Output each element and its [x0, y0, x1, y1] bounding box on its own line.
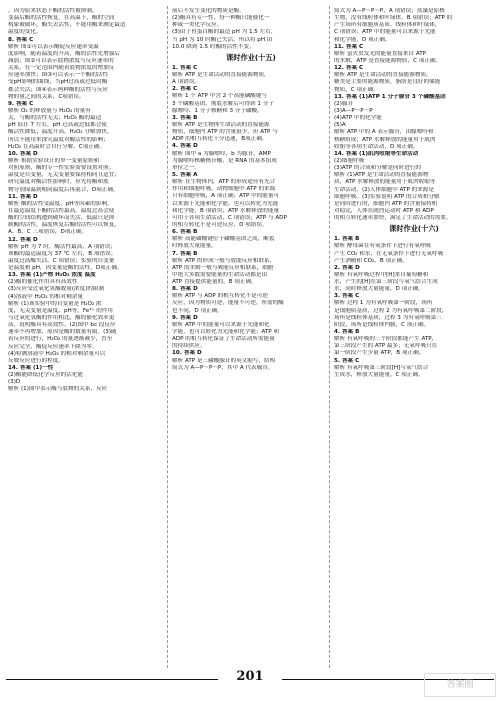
text-line: 13. 答案 (1)产物 H₂O₂ 浓度 温度	[8, 272, 96, 279]
text-line: 物的量之间的关系，C项错误。	[8, 93, 85, 100]
text-line: 解析 萤火虫发光的能量直接来自 ATP	[334, 50, 427, 57]
text-line: 收缩等各项生命活动，D 项正确。	[334, 143, 419, 150]
text-line: 解析 有氧呼吸第三阶段[H]与氧气结合	[334, 364, 429, 371]
text-line: 关，与酶的活性无关；H₂O₂ 酶的最适	[8, 115, 102, 122]
text-line: 12. 答案 C	[334, 65, 364, 72]
text-line: 解析 高能磷酸键位于磷酸基团之间，断裂	[172, 236, 275, 243]
text-line: 也不同，D 项正确。	[172, 307, 223, 314]
text-line: 的相互转化速率加快，满足了生命活动的需要。	[334, 215, 452, 222]
text-line: 第一阶段产生少量 ATP，B 项正确。	[334, 350, 425, 357]
text-line: 1. 答案 C	[172, 64, 198, 71]
text-line: 和化学能，D 项正确。	[334, 36, 391, 43]
text-line: 对稳定，人体在剧烈运动时 ATP 和 ADP	[334, 207, 434, 214]
text-line: 质，ATP 水解释放的能量用于肌肉收缩等	[334, 179, 436, 186]
text-line: 变温后酶的活性恢复。在高温下，酶的空间	[8, 15, 115, 22]
text-line: 应速率加快；图③可以表示一个酶的活性	[8, 72, 109, 79]
text-line: 解析 ATP 中的能量可以来源于光能和化	[172, 321, 270, 328]
text-line: C 项错误；ATP 中的能量可以来源于光能	[334, 29, 436, 36]
text-line: 第三阶段产生的 ATP 最多；无氧呼吸只在	[334, 343, 438, 350]
text-line: 的水解，ATP 是直接能源物质，C 项正确。	[334, 57, 442, 64]
text-line: 细胞呼吸。(3)实验说明 ATP 的合成和分解	[334, 193, 440, 200]
text-line: 解析 有氧呼吸的三个阶段都能产生 ATP，	[334, 336, 438, 343]
text-line: 生命活动。(2)人体细胞中 ATP 的来源是	[334, 186, 434, 193]
text-line: 度，无关变量是温度、pH等，Fe³⁺ 的作用	[8, 307, 113, 314]
text-line: 解析 酵母菌在有氧条件下进行有氧呼吸	[334, 243, 431, 250]
text-line: ，因为原来状态下酶的活性被抑制，	[8, 8, 98, 14]
text-line: 度影响，随着温度的升高，酶的活性先增强后	[8, 50, 120, 57]
text-line: 水，同时释放大量能量，D 项正确。	[334, 286, 424, 293]
text-line: 研究温度对酶活性影响时，应先将酶和底	[8, 179, 109, 186]
text-line: 高，说明酶具有高效性。(2)图中 bc 段反应	[8, 322, 116, 329]
text-line: 解析 ATP 中的 A 表示腺苷，由腺嘌呤和	[334, 129, 434, 136]
page-number: 201	[218, 668, 282, 686]
section-heading: 课时作业(十六)	[389, 224, 439, 234]
text-line: 的持续供应。	[172, 343, 206, 350]
text-line: 解析 ATP 是生物体生命活动的直接能源	[172, 121, 270, 128]
text-line: 产生 CO₂ 和水，在无氧条件下进行无氧呼吸	[334, 250, 444, 257]
text-line: 关系，在一定范围内随着底物浓度的增加反	[8, 65, 115, 72]
text-line: 当 pH 为 10 时酶已失活，所以将 pH 由	[172, 36, 273, 43]
text-line: (3)ATP 的合成和分解是同时进行的	[334, 165, 422, 172]
text-line: 11. 答案 C	[334, 43, 364, 50]
text-line: 的相互转化不是可逆反应，D 项错误。	[172, 221, 268, 228]
text-line: 酶活性降低；温度升高，H₂O₂ 分解加快，	[8, 129, 113, 136]
text-line: 解析 图中 a 为腺嘌呤，b 为腺苷，AMP	[172, 150, 271, 157]
text-line: 8. 答案 D	[172, 286, 198, 293]
text-line: 构象被破坏，酶失去活性，不能用酶来测定最适	[8, 22, 126, 29]
text-line: 为腺嘌呤核糖核苷酸，是 RNA 的基本组成	[172, 157, 277, 164]
text-line: 可用于各项生命活动，C 项错误；ATP 与 ADP	[172, 214, 287, 221]
text-line: 制酶的活性，温度恢复后酶的活性可以恢复，	[8, 222, 120, 229]
text-line: 核糖组成；ATP 水解释放的能量用于肌肉	[334, 136, 436, 143]
text-line: 14. 答案 (1)一性	[8, 365, 54, 372]
text-line: 减弱；图②可以表示底物浓度与反应速率的	[8, 57, 114, 64]
text-line: 解析 图①可以表示酶促反应速率受温	[8, 43, 99, 50]
text-line: 8. 答案 C	[8, 36, 34, 43]
watermark-logo: 答案圈	[424, 673, 496, 697]
text-line: 生成水，释放大量能量，C 项正确。	[334, 371, 424, 378]
text-line: (2)细胞呼吸	[334, 157, 365, 164]
text-line: 生物，没有线粒体和叶绿体，B 项错误；ATP 的	[334, 15, 453, 22]
text-line: 5. 答案 C	[334, 357, 360, 364]
text-line: 以来源于光能和化学能，也可以转化为光能	[172, 200, 279, 207]
text-line: 只有细胞呼吸，A 项正确；ATP 中的能量可	[172, 193, 280, 200]
text-line: ADP 的相互转化十分迅速，B项正确。	[172, 136, 268, 143]
text-line: 解析 ATP 是生命活动的直接能源物质，	[334, 72, 432, 79]
text-line: 阶段，场所是线粒体内膜，C 项正确。	[334, 321, 430, 328]
text-line: (2)酶能降低化学反应的活化能	[8, 372, 84, 379]
text-line: 7. 答案 B	[172, 250, 198, 257]
text-line: 温度是自变量，无关变量要保持相同且适宜；	[8, 172, 120, 179]
text-line: 学能，也可以转化为光能和化学能；ATP 和	[172, 329, 280, 336]
text-line: 3. 答案 B	[172, 114, 198, 121]
text-line: 和化学能，B 项错误；ATP 水解释放的能量	[172, 207, 280, 214]
text-line: 物分别保温到相同温度后再混合，D项正确。	[8, 186, 119, 193]
text-line: 单位之一。	[172, 164, 200, 171]
text-line: (4)溶液中 H₂O₂ 的相对剩余量	[8, 293, 83, 300]
text-line: 简式为 A—P～P～P，A 项错误；蓝藻是原核	[334, 8, 445, 14]
text-line: 与过氧化氢酶的作用相比，酶的催化效率更	[8, 315, 115, 322]
text-line: 解析 (1)该实验中的自变量是 H₂O₂ 浓	[8, 300, 102, 307]
text-line: 2. 答案 D	[334, 264, 360, 271]
text-line: 场所是线粒体基质，过程 3 为有氧呼吸第三	[334, 314, 442, 321]
text-line: 4. 答案 D	[172, 143, 198, 150]
text-line: 4. 答案 B	[334, 329, 360, 336]
text-line: 对照原则，酶的专一性实验需要设置对照；	[8, 165, 115, 172]
text-line: 糖类是主要的能源物质，脂肪是良好的储能	[334, 79, 441, 86]
text-line: (3)反应受过氧化氢酶数量(浓度)的限制	[8, 286, 105, 293]
column-right	[334, 8, 494, 379]
text-line: 解析 ATP 的形成一般与放能反应相联系，	[172, 257, 276, 264]
text-line: 都会失活；图④表示两种酶的活性与反应	[8, 86, 109, 93]
text-line: 解析 ATP 是三磷酸腺苷的英文缩写，结构	[172, 357, 276, 364]
section-heading: 课时作业(十五)	[226, 52, 276, 62]
text-line: 受pH影响的曲线，当pH过高或过低时酶	[8, 79, 108, 86]
text-line: H₂O₂ 在高温时会自行分解，C项正确。	[8, 143, 106, 150]
text-line: 前后不发生变化的物质是酶。	[172, 8, 245, 14]
text-line: 6. 答案 B	[172, 229, 198, 236]
column-middle	[172, 8, 330, 372]
text-line: ADP 的相互转化保证了生命活动所需能量	[172, 336, 275, 343]
text-line: (4)ATP 中的化学能	[334, 115, 382, 122]
text-line: 13. 答案 (1)ATP 1 分子腺苷 3 个磷酸基团	[334, 93, 446, 100]
text-line: 是细胞质基质，过程 2 为有氧呼吸第二阶段，	[334, 307, 448, 314]
text-line: 腺嘌呤、1 分子核糖和 3 分子磷酸。	[172, 107, 263, 114]
text-line: 解析 pH 为 7 时，酶活性最高，A 项错误；	[8, 243, 116, 250]
text-line: 14. 答案 (1)肌肉收缩等生命活动	[334, 150, 419, 157]
text-line: 中绝大多数需要能量的生命活动都是由	[172, 271, 268, 278]
text-line: 反应完全，酶促反应速率下降为零。	[8, 343, 98, 350]
text-line: 10. 答案 D	[172, 350, 202, 357]
text-line: 解析 (1)ATP 是生命活动的直接能源物	[334, 172, 429, 179]
text-line: 10.0 降到 1.5 时酶的活性不变。	[172, 43, 255, 50]
text-line: 1. 答案 B	[334, 236, 360, 243]
text-line: (2)腺苷	[334, 100, 354, 107]
column-left	[8, 8, 166, 394]
text-line: 酶的空间结构遭到破坏而失活，低温只是抑	[8, 215, 115, 222]
text-line: 是同时进行的，细胞内 ATP 的含量保持相	[334, 200, 438, 207]
text-line: 温度的变化。	[8, 29, 42, 36]
text-line: A、B、C 三项错误，D项正确。	[8, 229, 88, 236]
text-line: ATP 的水解一般与吸能反应相联系，细胞	[172, 264, 274, 271]
text-line: 物质，C 项正确。	[334, 86, 379, 93]
text-line: ATP 直接提供能量的，B 项正确。	[172, 279, 257, 286]
text-line: (3)D	[8, 379, 21, 386]
text-line: 作用和细胞呼吸，动物细胞中 ATP 的来源	[172, 186, 276, 193]
text-line: 3 个磷酸基团，彻底水解后可得到 1 分子	[172, 100, 274, 107]
text-line: 温度过高酶失活，C 项错误；实验的自变量	[8, 257, 115, 264]
text-line: A 项错误。	[172, 79, 200, 86]
text-line: (4)检测溶液中 H₂O₂ 的相对剩余量可以	[8, 350, 106, 357]
text-line: (3)A—P～P～P	[334, 107, 373, 114]
text-line: 简式为 A—P～P～P，其中 A 代表腺苷。	[172, 364, 274, 371]
column-divider	[167, 6, 168, 668]
text-line: pH 值在 7 左右，pH 过高或过低都会使	[8, 122, 107, 129]
text-line: 12. 答案 D	[8, 236, 38, 243]
text-line: 反应，因为物质可逆，能量不可逆，所需的酶	[172, 300, 284, 307]
text-line: 解析 有氧呼吸过程中[H]来自葡萄糖和	[334, 271, 429, 278]
text-line: 着反应的进行，H₂O₂ 的量逐渐减少，直至	[8, 336, 113, 343]
text-line: 在最适温度下酶的活性最高，温度过高会使	[8, 207, 115, 214]
text-line: 11. 答案 D	[8, 193, 38, 200]
text-line: (2)酶的催化作用具有高效性	[8, 279, 78, 286]
text-line: 解析 (1)图中表示酶与底物的关系，反应	[8, 386, 108, 393]
text-line: 解析 在生物体内，ATP 的形成途径有光合	[172, 179, 276, 186]
text-line: 时释放大量能量。	[172, 243, 217, 250]
text-line: 解析 根据实验设计的单一变量原则和	[8, 157, 100, 164]
text-line: (3)由于胃蛋白酶的最适 pH 为 1.5 左右，	[172, 29, 277, 36]
text-line: 物质，细胞内 ATP 的含量很少，但 ATP 与	[172, 129, 278, 136]
text-line: 5. 答案 A	[172, 171, 198, 178]
text-line: 是温度和 pH，因变量是酶的活性，D项正确。	[8, 265, 123, 272]
text-line: 速率不再增加，原因是酶的数量有限。(3)随	[8, 329, 117, 336]
text-line: 解析 过程 1 为有氧呼吸第一阶段，场所	[334, 300, 433, 307]
text-line: 9. 答案 D	[172, 314, 198, 321]
text-line: 9. 答案 C	[8, 100, 34, 107]
text-line: 解析 ATP 与 ADP 的相互转化不是可逆	[172, 293, 268, 300]
text-line: (5)A	[334, 122, 346, 129]
text-line: 解析 1 个 ATP 中含 2 个高能磷酸键与	[172, 93, 268, 100]
text-line: 产生场所有细胞质基质、线粒体和叶绿体，	[334, 22, 441, 29]
text-line: 10. 答案 D	[8, 150, 38, 157]
text-line: 种或一类化学反应。	[172, 22, 223, 29]
text-line: 反映反应进行的程度。	[8, 357, 64, 364]
text-line: (2)酶具有专一性，每一种酶只能催化一	[172, 15, 270, 22]
text-line: 水，产生的[H]在第三阶段与氧气结合生成	[334, 279, 438, 286]
text-line: 2. 答案 C	[172, 86, 198, 93]
text-line: 解析 酶的活性受温度、pH等因素的影响，	[8, 200, 113, 207]
text-line: 产生酒精和 CO₂，B 项正确。	[334, 257, 408, 264]
text-line: 3. 答案 C	[334, 293, 360, 300]
text-line: 解析 O₂ 的释放量与 H₂O₂ 的量有	[8, 107, 91, 114]
text-line: 所以不能用来探究温度对酶活性的影响；	[8, 136, 109, 143]
text-line: 解析 ATP 是生命活动的直接能源物质，	[172, 71, 270, 78]
text-line: 该酶的最适温度为 37 ℃ 左右，B 项错误；	[8, 250, 117, 257]
